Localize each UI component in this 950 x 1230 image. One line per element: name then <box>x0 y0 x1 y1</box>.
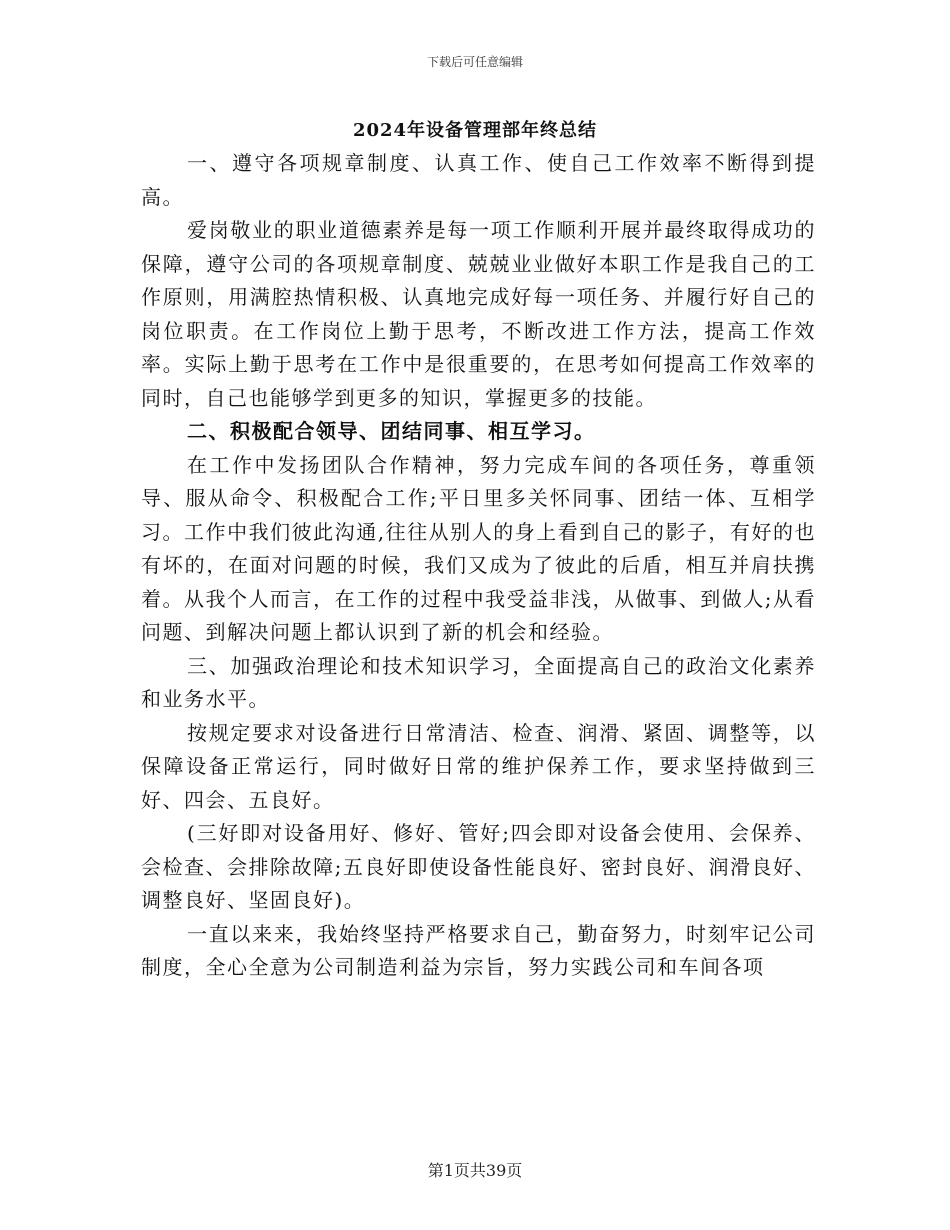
paragraph-maintenance-requirements: 按规定要求对设备进行日常清洁、检查、润滑、紧固、调整等，以保障设备正常运行，同时做好日常的维护保养工作，要求坚持做到三好、四会、五良好。 <box>141 720 816 812</box>
page-footer: 第1页共39页 <box>427 1161 523 1180</box>
paragraph-section-1-body: 爱岗敬业的职业道德素养是每一项工作顺利开展并最终取得成功的保障，遵守公司的各项规章制度、兢兢业业做好本职工作是我自己的工作原则，用满腔热情积极、认真地完成好每一项任务、并履行好自己的岗位职责。在工作岗位上勤于思考，不断改进工作方法，提高工作效率。实际上勤于思考在工作中是很重要的，在思考如何提高工作效率的同时，自己也能够学到更多的知识，掌握更多的技能。 <box>141 218 816 410</box>
paragraph-section-1-heading: 一、遵守各项规章制度、认真工作、使自己工作效率不断得到提高。 <box>141 151 816 209</box>
paragraph-section-3-heading: 三、加强政治理论和技术知识学习，全面提高自己的政治文化素养和业务水平。 <box>141 653 816 711</box>
header-note: 下载后可任意编辑 <box>426 55 523 69</box>
paragraph-section-2-body: 在工作中发扬团队合作精神，努力完成车间的各项任务，尊重领导、服从命令、积极配合工作;平日里多关怀同事、团结一体、互相学习。工作中我们彼此沟通,往往从别人的身上看到自己的影子，有好的也有坏的，在面对问题的时候，我们又成为了彼此的后盾，相互并肩扶携着。从我个人而言，在工作的过程中我受益非浅，从做事、到做人;从看问题、到解决问题上都认识到了新的机会和经验。 <box>141 452 816 644</box>
paragraph-conclusion: 一直以来来，我始终坚持严格要求自己，勤奋努力，时刻牢记公司制度，全心全意为公司制造利益为宗旨，努力实践公司和车间各项 <box>141 921 816 979</box>
document-body <box>141 147 816 985</box>
paragraph-maintenance-definitions: (三好即对设备用好、修好、管好;四会即对设备会使用、会保养、会检查、会排除故障;五良好即使设备性能良好、密封良好、润滑良好、调整良好、坚固良好)。 <box>141 821 816 912</box>
document-title: 2024年设备管理部年终总结 <box>352 120 598 141</box>
paragraph-section-2-heading: 二、积极配合领导、团结同事、相互学习。 <box>187 419 596 443</box>
